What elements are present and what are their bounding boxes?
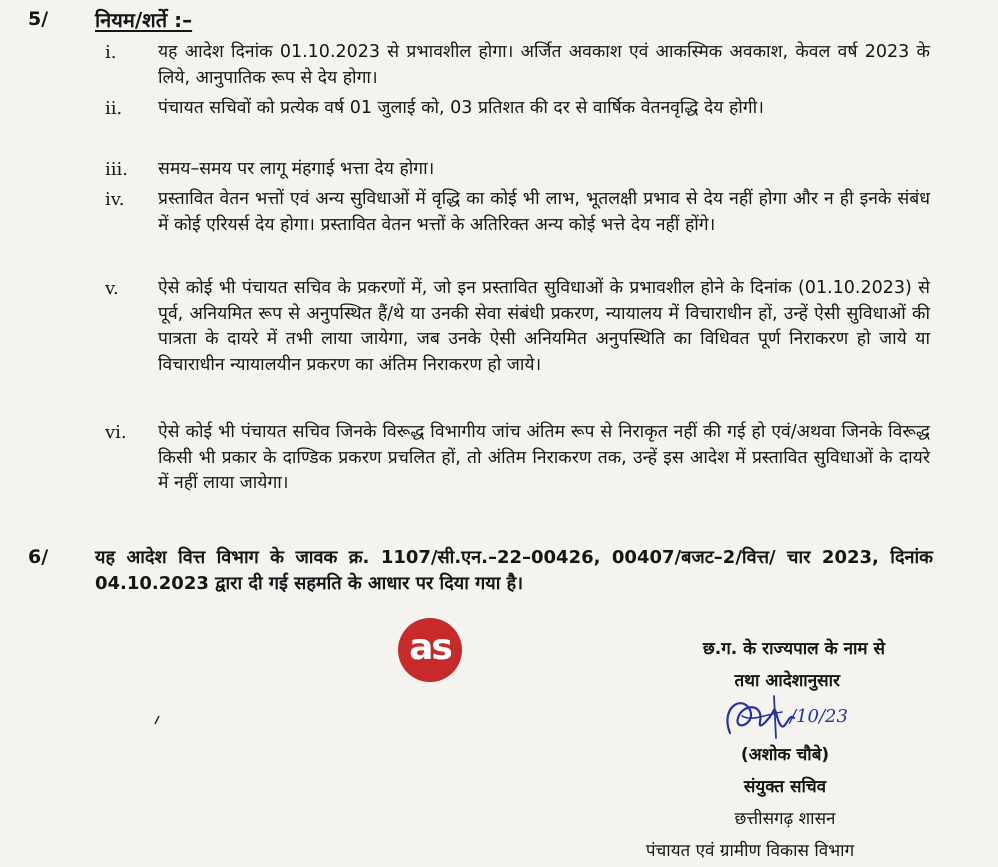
rule-text: ऐसे कोई भी पंचायत सचिव के प्रकरणों में, जो इन प्रस्तावित सुविधाओं के प्रभावशील होने के दिनांक (01.10.2023) से पूर्व, अनियमित रूप से अनुपस्थित हैं/थे या उनकी सेवा संबंधी प्रकरण, न्यायालय में विचाराधीन हों, उन्हें ऐसी सुविधाओं की पात्रता के दायरे में तभी लाया जायेगा, जब उनके ऐसी अनियमित अनुपस्थिति का विधिवत पूर्ण निराकरण हो जाये या विचाराधीन न्यायालयीन प्रकरण का अंतिम निराकरण हो जाये। bbox=[158, 278, 930, 375]
by-order-line: तथा आदेशानुसार bbox=[734, 671, 840, 691]
section-5-heading bbox=[95, 6, 192, 33]
rule-number: ii. bbox=[105, 98, 123, 119]
rule-text: प्रस्तावित वेतन भत्तों एवं अन्य सुविधाओं में वृद्धि का कोई भी लाभ, भूतलक्षी प्रभाव से देय नहीं होगा और न ही इनके संबंध में कोई एरियर्स देय होगा। प्रस्तावित वेतन भत्तों के अतिरिक्त अन्य कोई भत्ते देय नहीं होंगे। bbox=[158, 189, 930, 235]
rule-number: vi. bbox=[105, 422, 127, 443]
section-5-heading-text: नियम/शर्ते :– bbox=[95, 8, 193, 32]
rule-text: यह आदेश दिनांक 01.10.2023 से प्रभावशील होगा। अर्जित अवकाश एवं आकस्मिक अवकाश, केवल वर्ष 2023 के लिये, आनुपातिक रूप से देय होगा। bbox=[158, 42, 930, 88]
section-6-number: 6/ bbox=[28, 546, 49, 568]
rule-item-iv bbox=[105, 187, 935, 265]
rule-item-iii bbox=[105, 157, 935, 183]
signatory-designation: संयुक्त सचिव bbox=[743, 777, 827, 797]
rule-item-i bbox=[105, 40, 935, 92]
rule-text: ऐसे कोई भी पंचायत सचिव जिनके विरूद्ध विभागीय जांच अंतिम रूप से निराकृत नहीं की गई हो एवं/अथवा जिनके विरूद्ध किसी भी प्रकार के दाण्डिक प्रकरण प्रचलित हों, तो अंतिम निराकरण तक, उन्हें इस आदेश में प्रस्तावित सुविधाओं के दायरे में नहीं लाया जायेगा। bbox=[158, 422, 930, 493]
signatory-name: (अशोक चौबे) bbox=[740, 745, 830, 765]
section-6-text: यह आदेश वित्त विभाग के जावक क्र. 1107/सी.एन.–22–00426, 00407/बजट–2/वित्त/ चार 2023, दिनांक 04.10.2023 द्वारा दी गई सहमति के आधार पर दिया गया है। bbox=[95, 547, 933, 594]
rule-number: v. bbox=[105, 278, 119, 299]
rule-text: पंचायत सचिवों को प्रत्येक वर्ष 01 जुलाई को, 03 प्रतिशत की दर से वार्षिक वेतनवृद्धि देय होगी। bbox=[158, 98, 764, 118]
rule-number: i. bbox=[105, 42, 117, 63]
rule-text: समय–समय पर लागू मंहगाई भत्ता देय होगा। bbox=[158, 159, 435, 179]
section-5-number: 5/ bbox=[28, 8, 49, 30]
signature-date: /10/23 bbox=[790, 706, 848, 727]
ink-mark bbox=[150, 710, 170, 730]
as-logo bbox=[398, 618, 462, 682]
as-logo-text: as bbox=[409, 626, 451, 668]
rule-item-v bbox=[105, 276, 935, 416]
government-name: छत्तीसगढ़ शासन bbox=[734, 809, 836, 829]
rule-item-ii bbox=[105, 96, 935, 148]
rule-item-vi bbox=[105, 420, 935, 530]
department-name: पंचायत एवं ग्रामीण विकास विभाग bbox=[645, 841, 855, 861]
rule-number: iv. bbox=[105, 189, 125, 210]
rule-number: iii. bbox=[105, 159, 128, 180]
on-behalf-line: छ.ग. के राज्यपाल के नाम से bbox=[702, 639, 885, 659]
signature-block bbox=[570, 633, 930, 867]
